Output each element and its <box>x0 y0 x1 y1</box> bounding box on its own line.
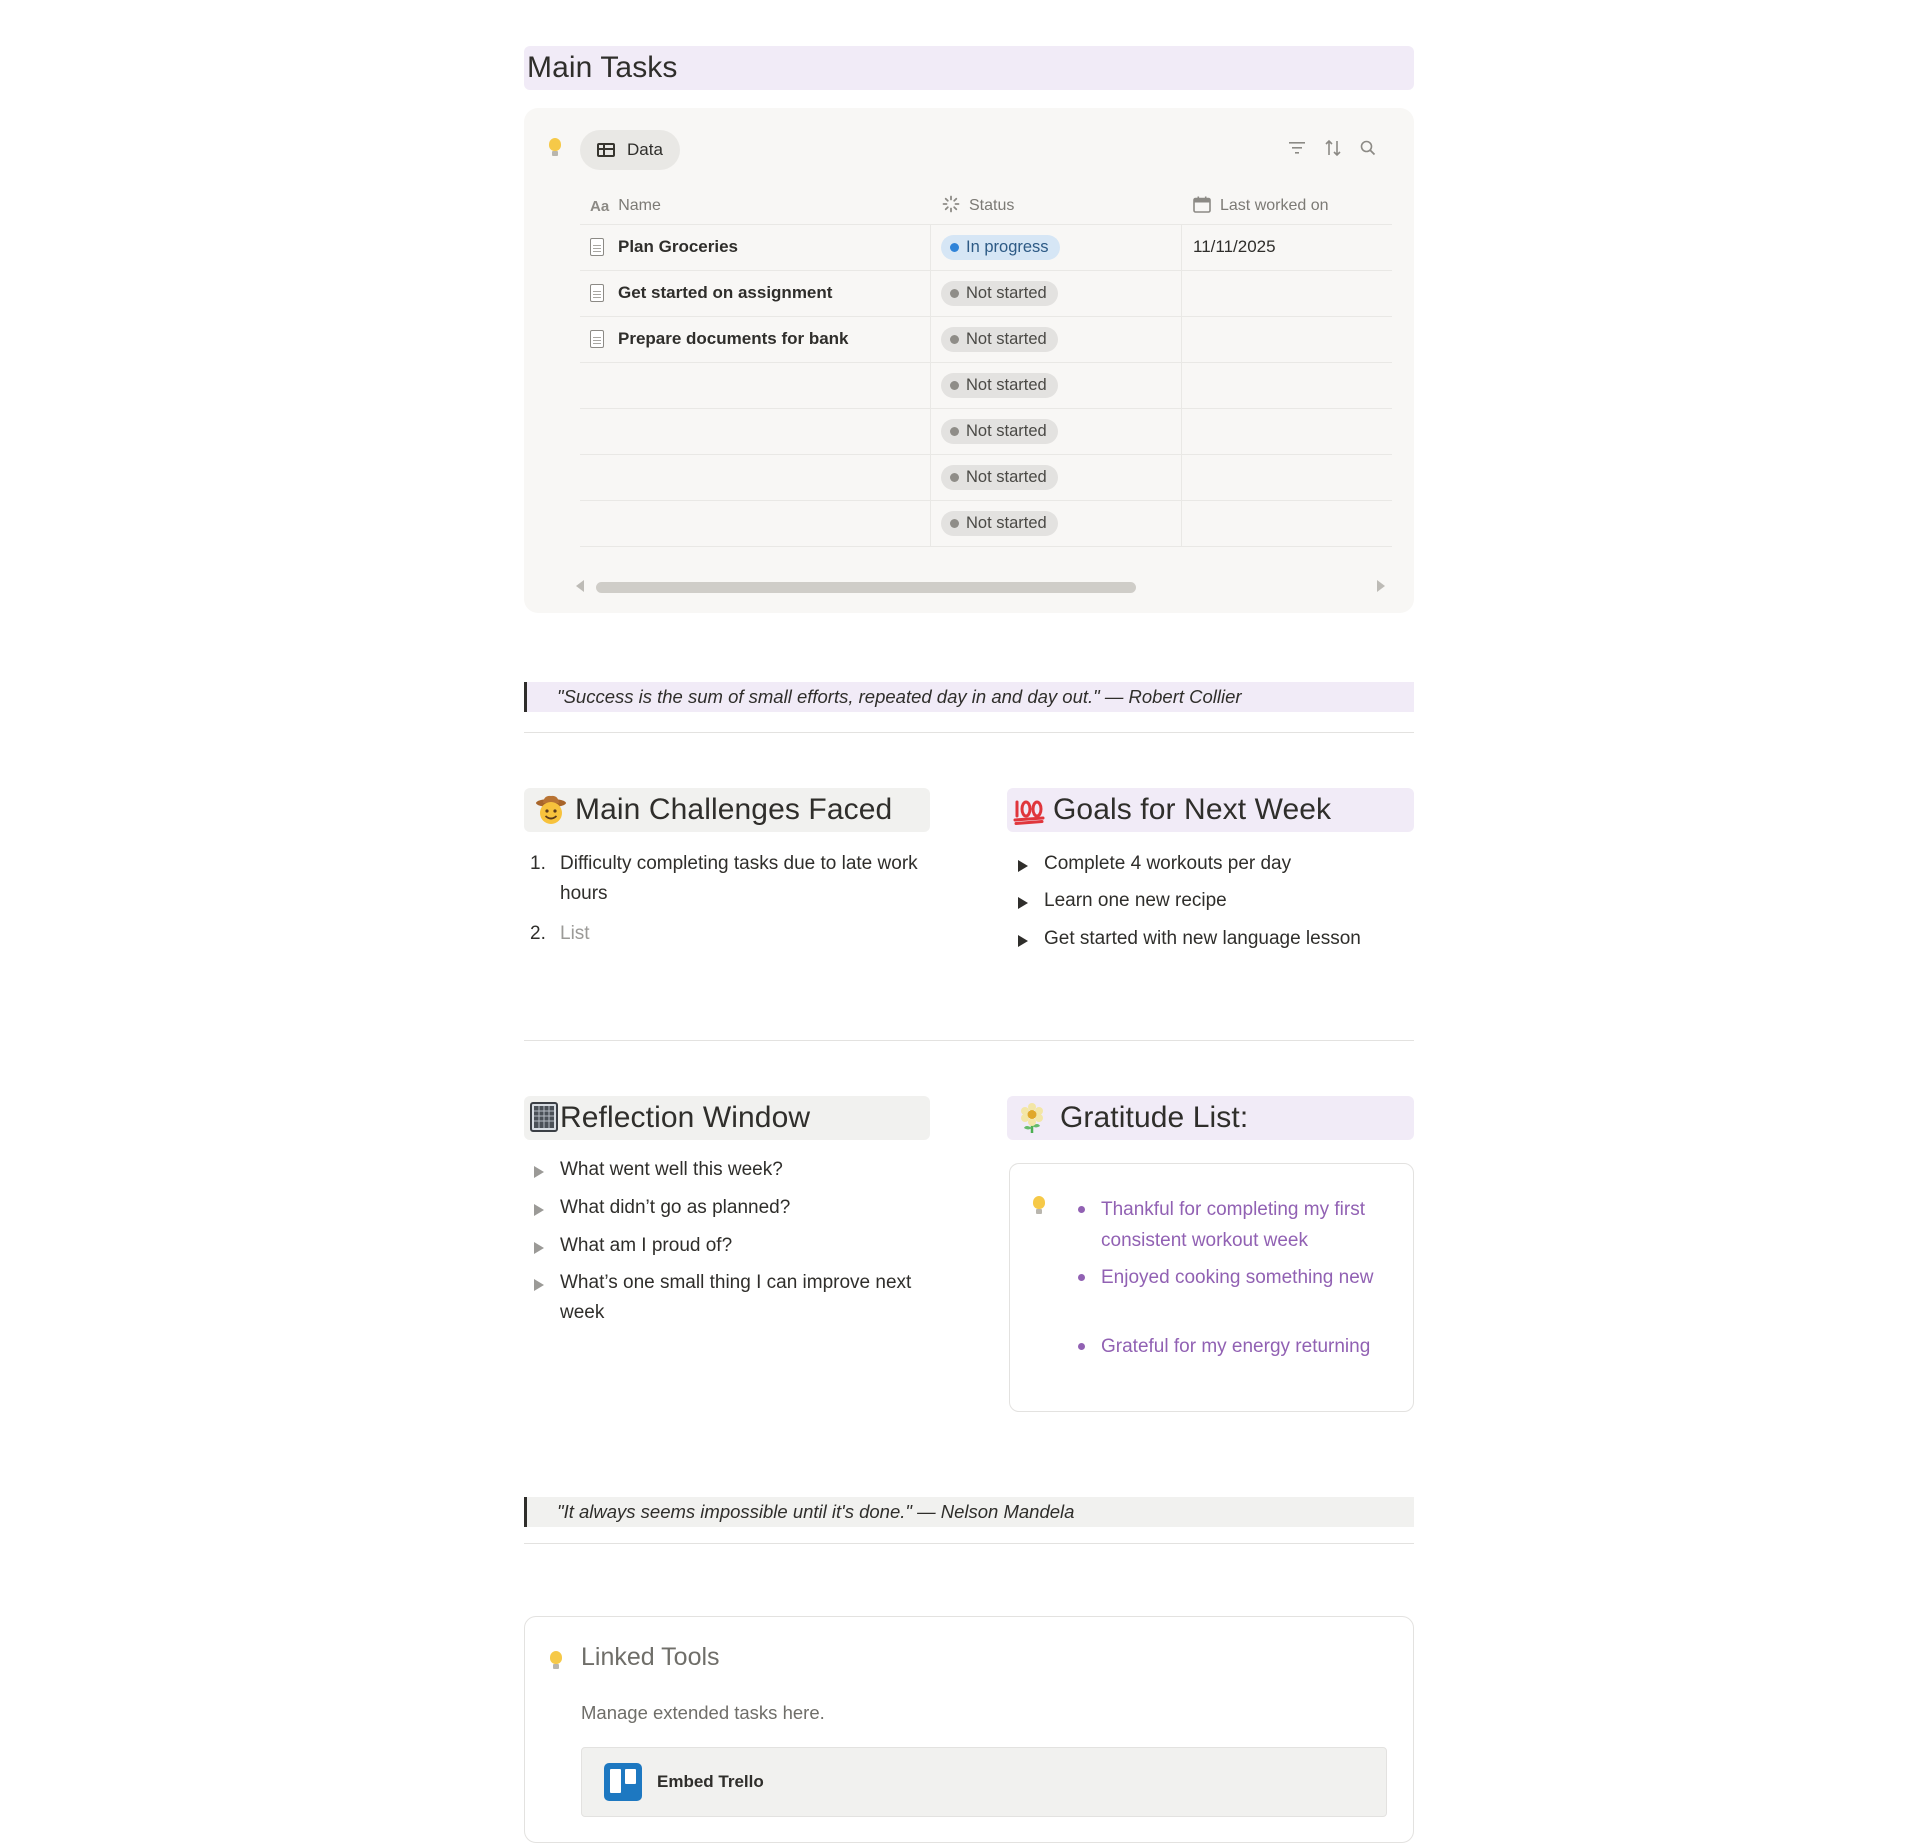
column-header-name[interactable] <box>590 188 661 224</box>
toggle-arrow-icon[interactable] <box>1018 935 1028 947</box>
status-label: Not started <box>966 330 1047 348</box>
goals-title: Goals for Next Week <box>1053 793 1332 826</box>
page-icon <box>590 330 604 348</box>
list-number: 2. <box>530 923 546 944</box>
toggle-arrow-icon[interactable] <box>534 1242 544 1254</box>
reflection-title: Reflection Window <box>560 1101 811 1134</box>
row-name-cell[interactable] <box>590 224 738 270</box>
column-header-last-worked-label: Last worked on <box>1220 197 1329 214</box>
bullet-icon <box>1078 1343 1085 1350</box>
reflection-heading <box>524 1096 930 1140</box>
status-icon <box>942 195 960 217</box>
row-name-cell[interactable] <box>590 270 832 316</box>
column-header-status[interactable] <box>942 188 1014 224</box>
quote-block: "It always seems impossible until it's done." — Nelson Mandela <box>524 1497 1414 1527</box>
bullet-icon <box>1078 1206 1085 1213</box>
table-row[interactable] <box>580 454 1392 500</box>
row-name-cell[interactable] <box>590 316 849 362</box>
goal-item[interactable]: Get started with new language lesson <box>1044 928 1361 949</box>
status-label: Not started <box>966 422 1047 440</box>
row-name: Prepare documents for bank <box>618 329 849 348</box>
goal-item[interactable]: Complete 4 workouts per day <box>1044 853 1292 874</box>
status-pill-not-started[interactable] <box>941 465 1058 490</box>
column-header-status-label: Status <box>969 197 1015 214</box>
date-cell[interactable]: 11/11/2025 <box>1193 237 1276 256</box>
row-name: Plan Groceries <box>618 237 739 256</box>
embed-trello-label: Embed Trello <box>657 1772 764 1791</box>
status-pill-not-started[interactable] <box>941 327 1058 352</box>
flower-icon <box>1016 1102 1048 1134</box>
column-header-name-label: Name <box>618 197 661 214</box>
status-label: Not started <box>966 468 1047 486</box>
challenge-item-placeholder[interactable]: List <box>560 923 590 944</box>
hundred-points-icon <box>1013 794 1045 826</box>
search-icon[interactable] <box>1357 139 1379 161</box>
goals-heading <box>1007 788 1414 832</box>
table-row[interactable] <box>580 224 1392 270</box>
reflection-item[interactable]: What’s one small thing I can improve next week <box>560 1272 912 1323</box>
database-callout <box>524 108 1414 613</box>
view-tab-data[interactable] <box>580 130 680 170</box>
toggle-arrow-icon[interactable] <box>1018 860 1028 872</box>
status-label: Not started <box>966 376 1047 394</box>
status-label: Not started <box>966 514 1047 532</box>
divider <box>524 1543 1414 1544</box>
trello-logo-icon <box>604 1763 642 1801</box>
scroll-left-arrow[interactable] <box>576 580 584 592</box>
gratitude-title: Gratitude List: <box>1060 1101 1249 1134</box>
lightbulb-icon <box>1032 1196 1046 1216</box>
row-name: Get started on assignment <box>618 283 833 302</box>
main-tasks-heading <box>524 46 1414 90</box>
divider <box>524 732 1414 733</box>
table-row[interactable] <box>580 408 1392 454</box>
status-pill-not-started[interactable] <box>941 373 1058 398</box>
list-number: 1. <box>530 853 546 874</box>
page-icon <box>590 284 604 302</box>
table-icon <box>597 143 615 157</box>
status-label: Not started <box>966 284 1047 302</box>
lightbulb-icon <box>548 138 562 158</box>
column-header-last-worked[interactable] <box>1193 188 1329 224</box>
table-row[interactable] <box>580 500 1392 546</box>
status-pill-not-started[interactable] <box>941 281 1058 306</box>
filter-icon[interactable] <box>1286 139 1308 161</box>
cowboy-face-icon <box>535 794 567 826</box>
gratitude-item[interactable]: Grateful for my energy returning <box>1101 1336 1371 1357</box>
horizontal-scrollbar[interactable] <box>596 582 1136 593</box>
reflection-item[interactable]: What didn’t go as planned? <box>560 1197 791 1218</box>
calendar-icon <box>1193 196 1211 217</box>
reflection-item[interactable]: What am I proud of? <box>560 1235 733 1256</box>
reflection-item[interactable]: What went well this week? <box>560 1159 783 1180</box>
scroll-right-arrow[interactable] <box>1377 580 1385 592</box>
gratitude-heading <box>1007 1096 1414 1140</box>
quote-block: "Success is the sum of small efforts, repeated day in and day out." — Robert Collier <box>524 682 1414 712</box>
toggle-arrow-icon[interactable] <box>534 1279 544 1291</box>
window-icon <box>530 1102 558 1134</box>
text-property-icon: Aa <box>590 197 610 215</box>
table-row[interactable] <box>580 362 1392 408</box>
bullet-icon <box>1078 1274 1085 1281</box>
challenges-title: Main Challenges Faced <box>575 793 893 826</box>
gratitude-item[interactable]: Thankful for completing my first consistent workout week <box>1101 1199 1365 1251</box>
embed-trello-block[interactable] <box>581 1747 1387 1817</box>
lightbulb-icon <box>549 1651 563 1671</box>
challenge-item[interactable]: Difficulty completing tasks due to late work hours <box>560 853 918 904</box>
status-label: In progress <box>966 238 1049 256</box>
challenges-heading <box>524 788 930 832</box>
sort-icon[interactable] <box>1322 139 1344 161</box>
table-row[interactable] <box>580 316 1392 362</box>
main-tasks-title: Main Tasks <box>527 51 678 84</box>
toggle-arrow-icon[interactable] <box>534 1204 544 1216</box>
status-pill-not-started[interactable] <box>941 511 1058 536</box>
linked-tools-callout <box>524 1616 1414 1843</box>
linked-tools-description: Manage extended tasks here. <box>581 1702 825 1723</box>
linked-tools-title: Linked Tools <box>581 1643 720 1671</box>
gratitude-callout <box>1009 1163 1414 1412</box>
status-pill-in-progress[interactable] <box>941 235 1060 260</box>
toggle-arrow-icon[interactable] <box>534 1166 544 1178</box>
toggle-arrow-icon[interactable] <box>1018 897 1028 909</box>
page-icon <box>590 238 604 256</box>
goal-item[interactable]: Learn one new recipe <box>1044 890 1227 911</box>
view-tab-label: Data <box>627 140 663 159</box>
divider <box>524 1040 1414 1041</box>
table-row[interactable] <box>580 270 1392 316</box>
gratitude-item[interactable]: Enjoyed cooking something new <box>1101 1267 1374 1288</box>
status-pill-not-started[interactable] <box>941 419 1058 444</box>
